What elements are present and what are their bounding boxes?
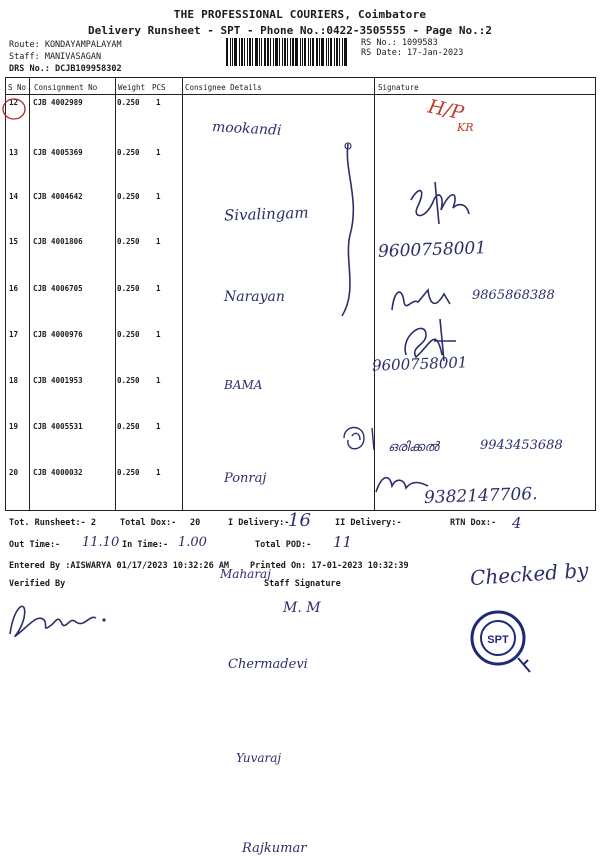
consignment-cell: CJB 4000032 bbox=[33, 468, 83, 477]
consignment-cell: CJB 4001953 bbox=[33, 376, 83, 385]
staff-label: Staff: MANIVASAGAN bbox=[9, 52, 102, 62]
consignment-cell: CJB 4005531 bbox=[33, 422, 83, 431]
header-consignee: Consignee Details bbox=[185, 83, 262, 92]
stamp-text: SPT bbox=[487, 634, 509, 646]
consignee-name: Yuvaraj bbox=[236, 751, 282, 765]
sno-cell: 16 bbox=[9, 284, 19, 293]
consignee-phone: 9600758001 bbox=[377, 238, 487, 262]
checked-signature: Checked by bbox=[469, 557, 590, 591]
consignment-cell: CJB 4005369 bbox=[33, 148, 83, 157]
consignee-name: mookandi bbox=[211, 119, 282, 139]
consignment-cell: CJB 4004642 bbox=[33, 192, 83, 201]
i-delivery-value: 16 bbox=[288, 510, 311, 531]
consignment-cell: CJB 4000976 bbox=[33, 330, 83, 339]
rs-number: RS No.: 1099583 bbox=[361, 38, 438, 48]
consignee-name: Chermadevi bbox=[228, 657, 308, 672]
rtn-dox-value: 4 bbox=[512, 514, 522, 532]
runsheet-title: THE PROFESSIONAL COURIERS, Coimbatore bbox=[173, 8, 427, 21]
weight-cell: 0.250 bbox=[117, 148, 140, 157]
weight-cell: 0.250 bbox=[117, 376, 140, 385]
pcs-cell: 1 bbox=[156, 237, 161, 246]
header-consignment: Consignment No bbox=[34, 83, 98, 92]
sno-cell: 14 bbox=[9, 192, 19, 201]
pcs-cell: 1 bbox=[156, 192, 161, 201]
weight-cell: 0.250 bbox=[117, 98, 140, 107]
drs-number: DRS No.: DCJB109958302 bbox=[9, 64, 122, 74]
header-sno: S No bbox=[8, 83, 27, 92]
header-pcs: PCS bbox=[152, 83, 166, 92]
hold-note-initials: KR bbox=[457, 121, 474, 134]
weight-cell: 0.250 bbox=[117, 237, 140, 246]
signature-row14 bbox=[405, 180, 475, 230]
pcs-cell: 1 bbox=[156, 422, 161, 431]
rs-date: RS Date: 17-Jan-2023 bbox=[361, 48, 464, 58]
sno-cell: 15 bbox=[9, 237, 19, 246]
pcs-cell: 1 bbox=[156, 284, 161, 293]
total-dox-label: Total Dox:- bbox=[120, 518, 177, 528]
pcs-cell: 1 bbox=[156, 330, 161, 339]
header-weight: Weight bbox=[118, 83, 146, 92]
consignee-phone: 9382147706. bbox=[423, 484, 538, 508]
printed-on: Printed On: 17-01-2023 10:32:39 bbox=[250, 561, 409, 571]
hold-note: H/P bbox=[426, 95, 466, 125]
staff-signature: M. M bbox=[283, 600, 321, 616]
weight-cell: 0.250 bbox=[117, 422, 140, 431]
consignee-name: Maharaj bbox=[220, 567, 271, 581]
verified-by-label: Verified By bbox=[9, 579, 66, 589]
route-label: Route: KONDAYAMPALAYAM bbox=[9, 40, 122, 50]
tot-runsheet: Tot. Runsheet:- 2 bbox=[9, 518, 96, 528]
weight-cell: 0.250 bbox=[117, 468, 140, 477]
weight-cell: 0.250 bbox=[117, 284, 140, 293]
consignee-name: Narayan bbox=[224, 289, 285, 305]
sno-cell: 18 bbox=[9, 376, 19, 385]
bracket-mark bbox=[330, 140, 370, 320]
signature-row16 bbox=[388, 280, 458, 320]
verified-signature bbox=[4, 594, 114, 644]
consignee-phone: 9865868388 bbox=[472, 288, 555, 303]
total-pod-label: Total POD:- bbox=[255, 540, 312, 550]
sno-cell: 17 bbox=[9, 330, 19, 339]
sno-cell: 13 bbox=[9, 148, 19, 157]
sno-cell: 19 bbox=[9, 422, 19, 431]
consignee-name: BAMA bbox=[224, 378, 263, 392]
rtn-dox-label: RTN Dox:- bbox=[450, 518, 497, 528]
barcode bbox=[226, 38, 351, 66]
header-signature: Signature bbox=[378, 83, 419, 92]
weight-cell: 0.250 bbox=[117, 192, 140, 201]
out-time-value: 11.10 bbox=[82, 535, 120, 550]
consignee-phone: 9943453688 bbox=[480, 438, 563, 453]
consignee-name: Sivalingam bbox=[223, 203, 309, 225]
tamil-signature-row19: ഒരിക്കൽ bbox=[388, 440, 439, 455]
consignee-name: Ponraj bbox=[224, 471, 267, 486]
in-time-value: 1.00 bbox=[178, 535, 207, 550]
staff-signature-label: Staff Signature bbox=[264, 579, 341, 589]
total-pod-value: 11 bbox=[333, 533, 353, 551]
pcs-cell: 1 bbox=[156, 148, 161, 157]
weight-cell: 0.250 bbox=[117, 330, 140, 339]
total-dox-value: 20 bbox=[190, 518, 201, 528]
entered-by: Entered By :AISWARYA 01/17/2023 10:32:26 AM bbox=[9, 561, 230, 571]
ii-delivery-label: II Delivery:- bbox=[335, 518, 402, 528]
sno-circle-mark bbox=[0, 96, 30, 122]
pcs-cell: 1 bbox=[156, 98, 161, 107]
consignment-cell: CJB 4001806 bbox=[33, 237, 83, 246]
pcs-cell: 1 bbox=[156, 468, 161, 477]
signature-row19 bbox=[338, 418, 388, 458]
consignment-cell: CJB 4006705 bbox=[33, 284, 83, 293]
sno-cell: 20 bbox=[9, 468, 19, 477]
pcs-cell: 1 bbox=[156, 376, 161, 385]
consignee-name: Rajkumar bbox=[242, 841, 307, 856]
runsheet-subtitle: Delivery Runsheet - SPT - Phone No.:0422-3505555 - Page No.:2 bbox=[88, 24, 492, 37]
i-delivery-label: I Delivery:- bbox=[228, 518, 290, 528]
consignment-cell: CJB 4002989 bbox=[33, 98, 83, 107]
spt-stamp bbox=[468, 602, 538, 676]
consignee-phone: 9600758001 bbox=[371, 353, 468, 375]
sno-cell: 12 bbox=[9, 98, 19, 107]
out-time-label: Out Time:- bbox=[9, 540, 61, 550]
in-time-label: In Time:- bbox=[122, 540, 169, 550]
